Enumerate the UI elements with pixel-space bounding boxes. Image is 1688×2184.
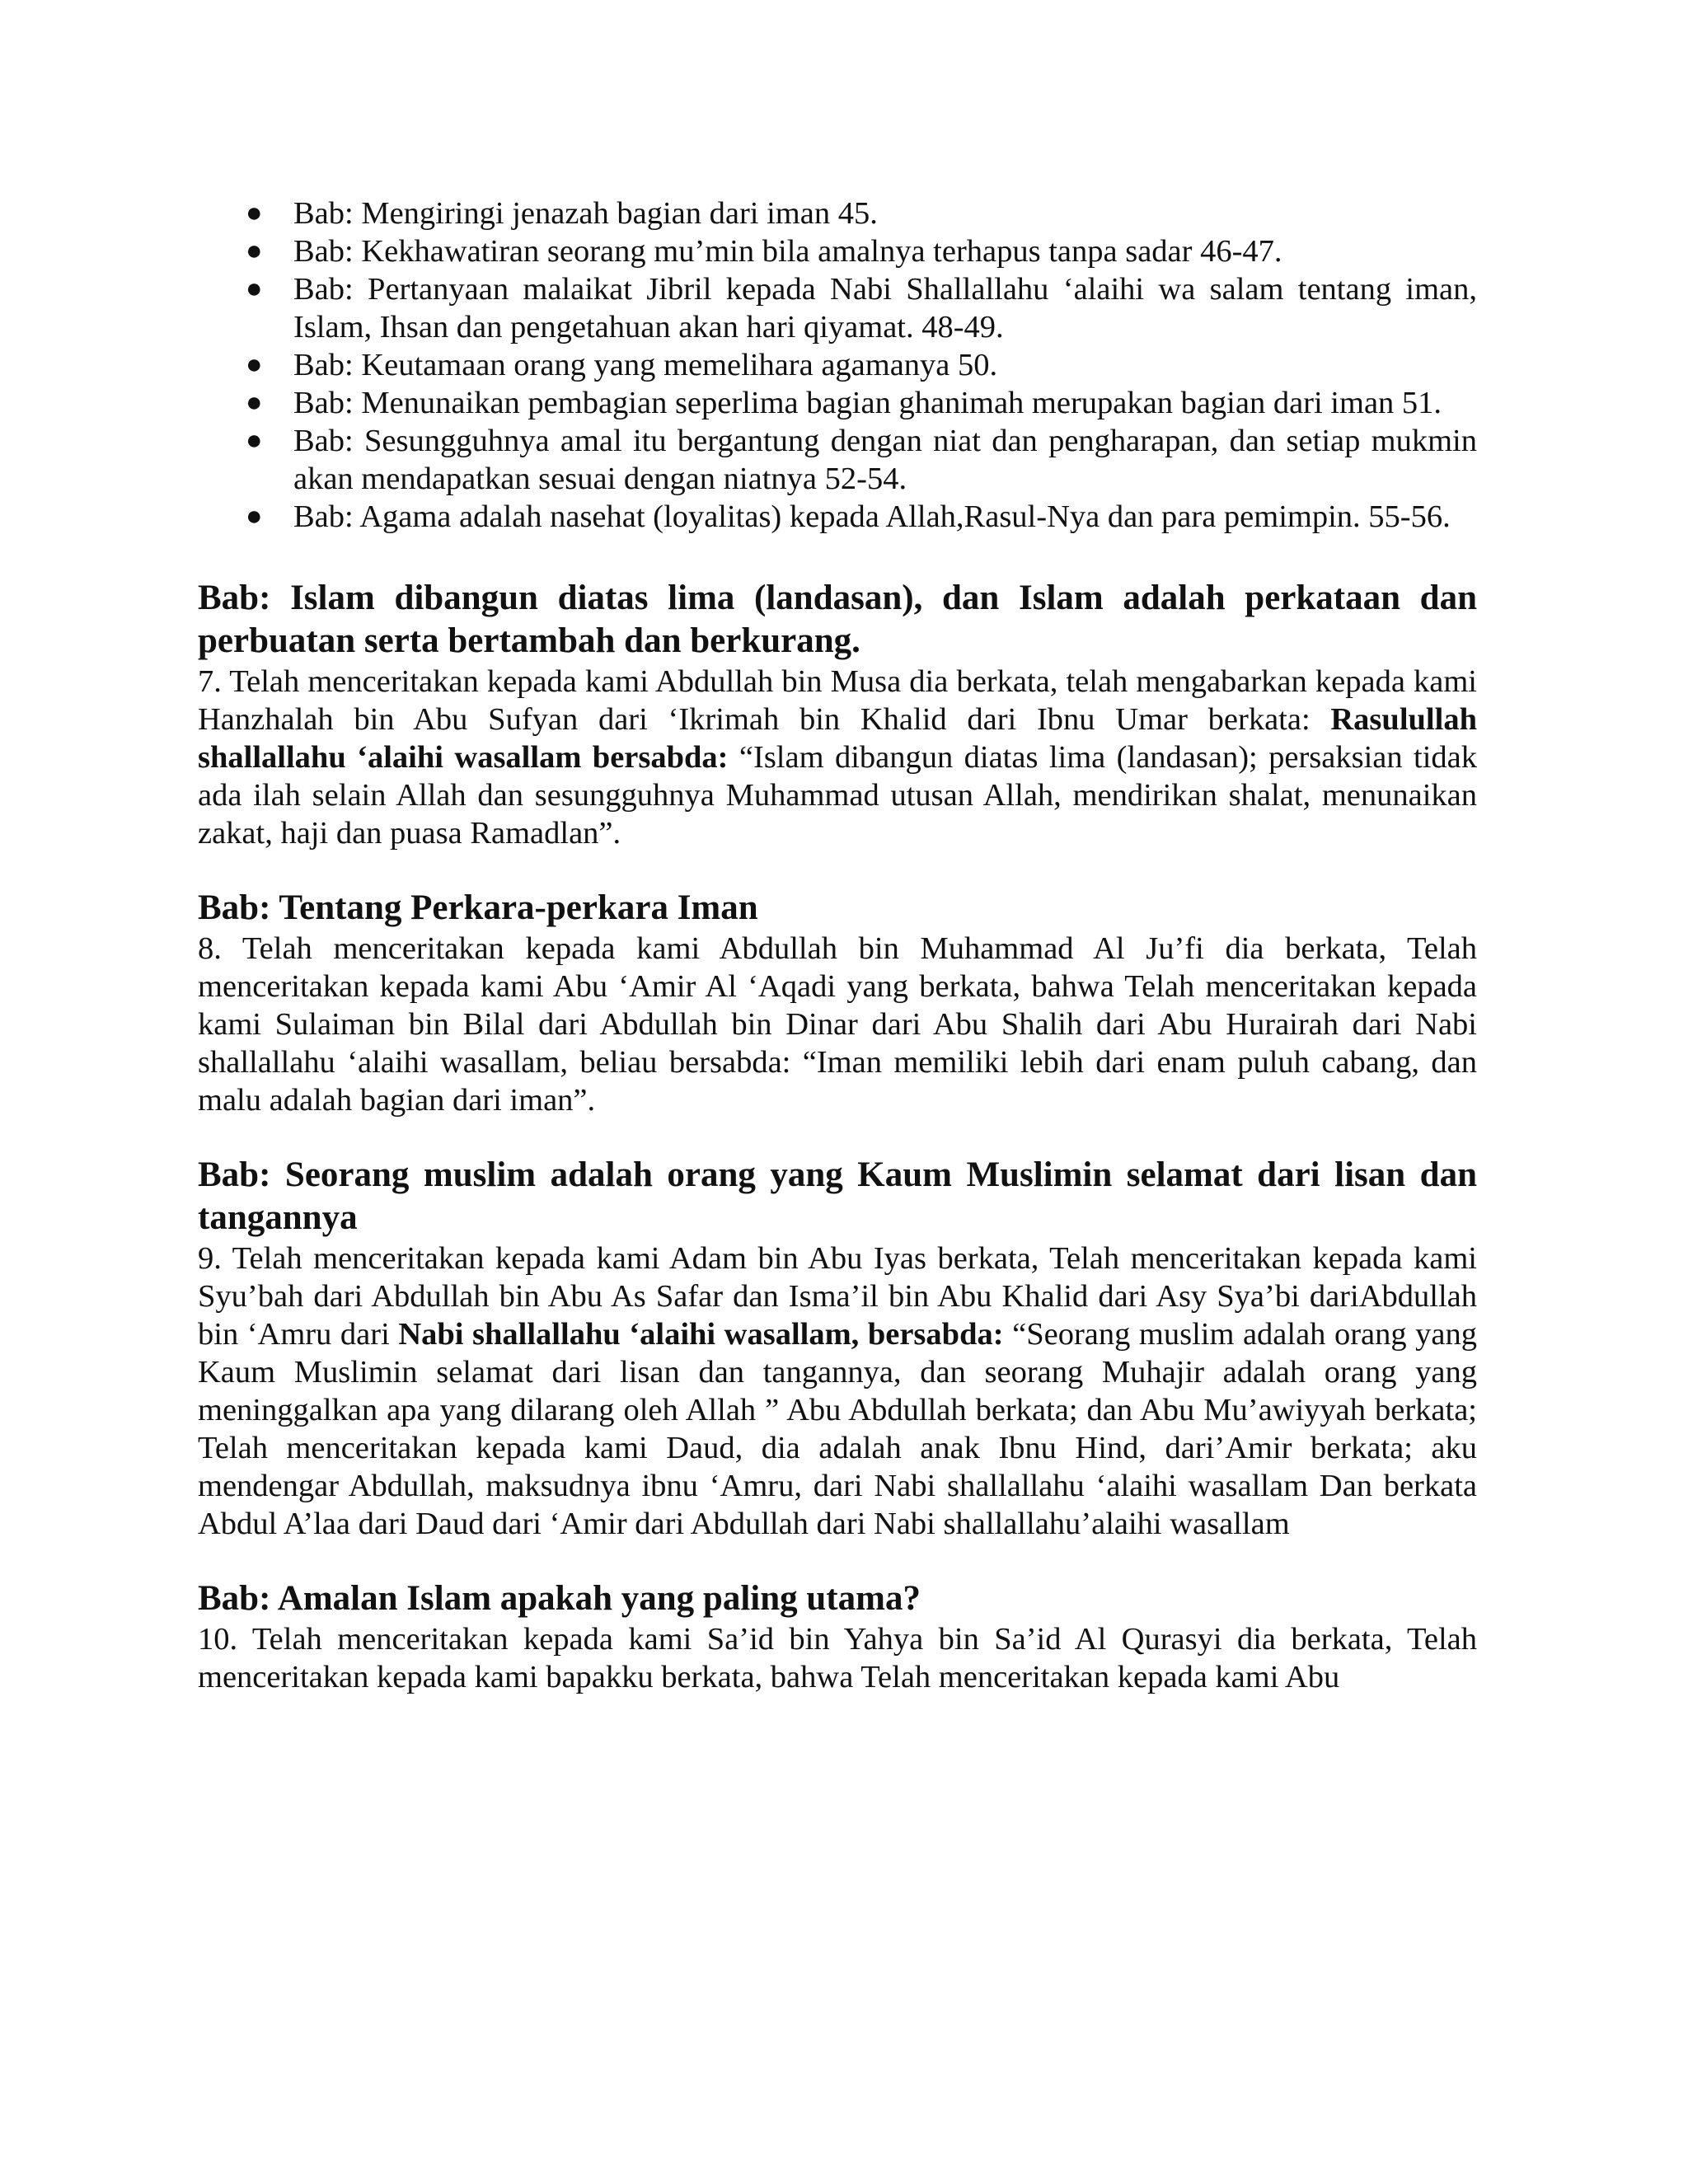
- bullet-icon: ●: [246, 274, 263, 304]
- list-item-text: Bab: Mengiringi jenazah bagian dari iman 45.: [293, 196, 878, 231]
- hadith-bold-text: Rasulullah shallallahu ‘alaihi wasallam bersabda:: [198, 702, 1477, 775]
- hadith-text: “Seorang muslim adalah orang yang Kaum Muslimin selamat dari lisan dan tangannya, dan seorang Muhajir adalah orang yang meninggalkan apa yang dilarang oleh Allah ” Abu Abdullah berkata; dan Abu Mu’awiyyah berkata; Telah menceritakan kepada kami Daud, dia adalah anak Ibnu Hind, dari’Amir berkata; aku mendengar Abdullah, maksudnya ibnu ‘Amru, dari Nabi shallallahu ‘alaihi wasallam Dan berkata Abdul A’laa dari Daud dari ‘Amir dari Abdullah dari Nabi shallallahu’alaihi wasallam: [198, 1317, 1477, 1541]
- chapter-bullet-list: [198, 194, 1477, 536]
- list-item: [198, 232, 1477, 270]
- bullet-icon: ●: [246, 501, 263, 532]
- section-heading-7: Bab: Islam dibangun diatas lima (landasan), dan Islam adalah perkataan dan perbuatan serta bertambah dan berkurang.: [198, 579, 1477, 660]
- section-heading-8: Bab: Tentang Perkara-perkara Iman: [198, 888, 758, 927]
- list-item-text: Bab: Pertanyaan malaikat Jibril kepada Nabi Shallallahu ‘alaihi wa salam tentang iman, Islam, Ihsan dan pengetahuan akan hari qiyamat. 48-49.: [293, 272, 1477, 344]
- list-item: [198, 270, 1477, 346]
- section-heading-9: Bab: Seorang muslim adalah orang yang Kaum Muslimin selamat dari lisan dan tangannya: [198, 1155, 1477, 1237]
- list-item-text: Bab: Kekhawatiran seorang mu’min bila amalnya terhapus tanpa sadar 46-47.: [293, 234, 1282, 269]
- bullet-icon: ●: [246, 236, 263, 266]
- hadith-text: “Islam dibangun diatas lima (landasan); persaksian tidak ada ilah selain Allah dan sesungguhnya Muhammad utusan Allah, mendirikan shalat, menunaikan zakat, haji dan puasa Ramadlan”.: [198, 740, 1477, 851]
- list-item-text: Bab: Sesungguhnya amal itu bergantung dengan niat dan pengharapan, dan setiap mukmin akan mendapatkan sesuai dengan niatnya 52-54.: [293, 424, 1477, 496]
- hadith-paragraph-10: 10. Telah menceritakan kepada kami Sa’id bin Yahya bin Sa’id Al Qurasyi dia berkata, Telah menceritakan kepada kami bapakku berkata, bahwa Telah menceritakan kepada kami Abu: [198, 1622, 1477, 1694]
- list-item-text: Bab: Agama adalah nasehat (loyalitas) kepada Allah,Rasul-Nya dan para pemimpin. 55-56.: [293, 499, 1451, 534]
- document-page: [198, 194, 1477, 1696]
- hadith-paragraph-7: [198, 663, 1477, 852]
- list-item: [198, 346, 1477, 384]
- bullet-icon: ●: [246, 425, 263, 456]
- hadith-paragraph-8: 8. Telah menceritakan kepada kami Abdullah bin Muhammad Al Ju’fi dia berkata, Telah menceritakan kepada kami Abu ‘Amir Al ‘Aqadi yang berkata, bahwa Telah menceritakan kepada kami Sulaiman bin Bilal dari Abdullah bin Dinar dari Abu Shalih dari Abu Hurairah dari Nabi shallallahu ‘alaihi wasallam, beliau bersabda: “Iman memiliki lebih dari enam puluh cabang, dan malu adalah bagian dari iman”.: [198, 931, 1477, 1118]
- list-item: [198, 384, 1477, 422]
- hadith-text: 7. Telah menceritakan kepada kami Abdullah bin Musa dia berkata, telah mengabarkan kepada kami Hanzhalah bin Abu Sufyan dari ‘Ikrimah bin Khalid dari Ibnu Umar berkata:: [198, 664, 1477, 737]
- list-item-text: Bab: Menunaikan pembagian seperlima bagian ghanimah merupakan bagian dari iman 51.: [293, 386, 1442, 420]
- hadith-text: 9. Telah menceritakan kepada kami Adam bin Abu Iyas berkata, Telah menceritakan kepada kami Syu’bah dari Abdullah bin Abu As Safar dan Isma’il bin Abu Khalid dari Asy Sya’bi dariAbdullah bin ‘Amru dari: [198, 1241, 1477, 1352]
- bullet-icon: ●: [246, 349, 263, 380]
- hadith-paragraph-9: [198, 1240, 1477, 1543]
- bullet-icon: ●: [246, 198, 263, 228]
- bullet-icon: ●: [246, 387, 263, 418]
- list-item-text: Bab: Keutamaan orang yang memelihara agamanya 50.: [293, 348, 998, 382]
- list-item: [198, 194, 1477, 232]
- section-heading-10: Bab: Amalan Islam apakah yang paling utama?: [198, 1579, 921, 1618]
- list-item: [198, 498, 1477, 536]
- hadith-bold-text: Nabi shallallahu ‘alaihi wasallam, bersabda:: [398, 1317, 1004, 1352]
- list-item: [198, 422, 1477, 498]
